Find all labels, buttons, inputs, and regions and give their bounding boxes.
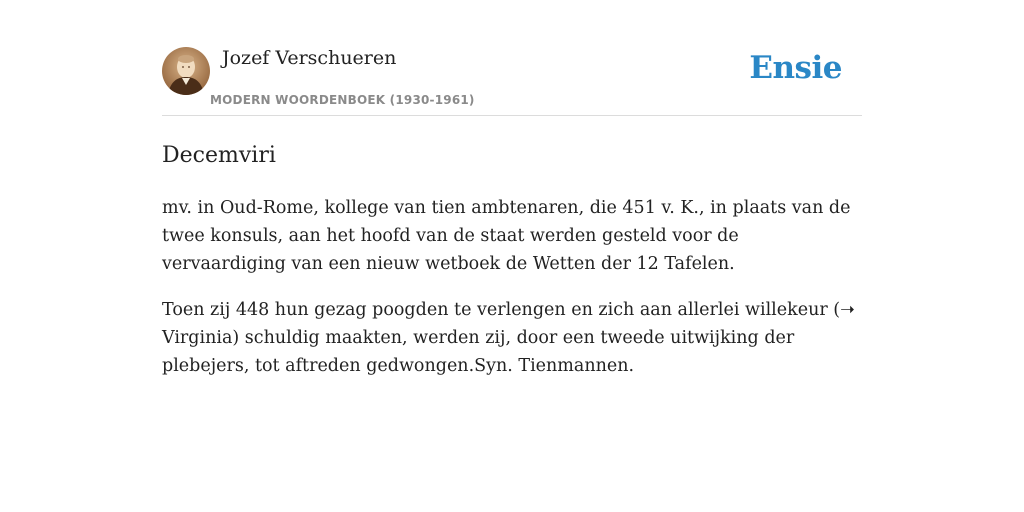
- source-label[interactable]: MODERN WOORDENBOEK (1930-1961): [210, 93, 475, 107]
- entry-paragraph-2: Toen zij 448 hun gezag poogden te verlengen en zich aan allerlei willekeur (➝ Virginia) schuldig maakten, werden zij, door een tweede uitwijking der plebejers, tot aftreden gedwongen.Syn. Tienmannen.: [162, 300, 855, 376]
- entry-header: [162, 44, 862, 116]
- entry-title: Decemviri: [162, 143, 276, 168]
- author-avatar[interactable]: [162, 47, 210, 95]
- entry-card: [162, 44, 862, 380]
- brand-logo[interactable]: Ensie: [749, 50, 842, 86]
- entry-paragraph-1: mv. in Oud-Rome, kollege van tien ambtenaren, die 451 v. K., in plaats van de twee konsuls, aan het hoofd van de staat werden gesteld voor de vervaardiging van een nieuw wetboek de Wetten der 12 Tafelen.: [162, 198, 851, 274]
- author-name[interactable]: Jozef Verschueren: [222, 47, 397, 69]
- portrait-photo-icon: [162, 47, 210, 95]
